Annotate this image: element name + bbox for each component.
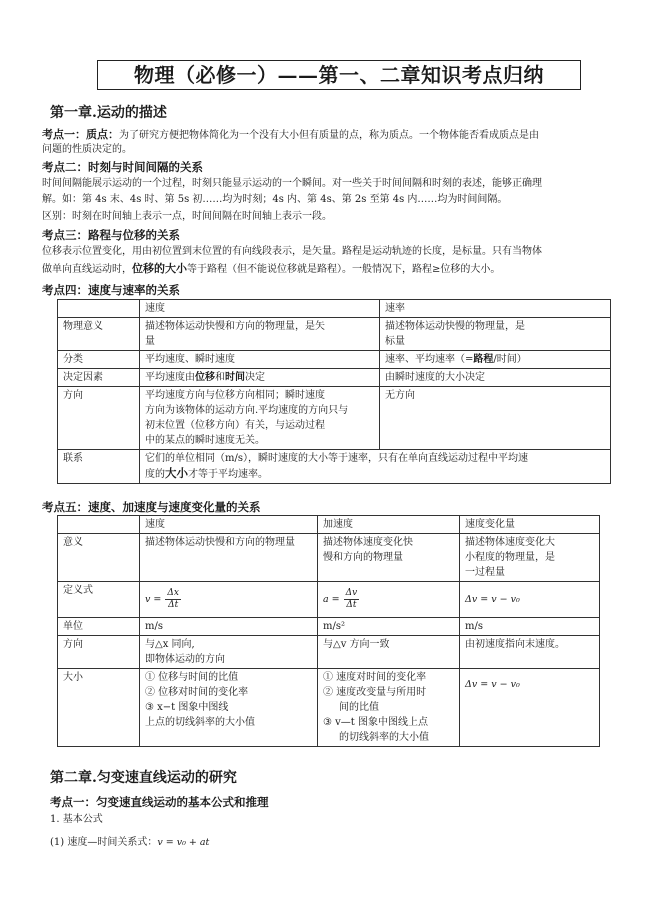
table-row [58,300,611,318]
cell-line: 间的比值 [339,702,379,713]
row-label: 方向 [58,636,140,669]
table-header-acceleration: 加速度 [318,516,460,534]
cell-bold-text: 大小 [165,466,188,480]
cell-line: 上点的切线斜率的大小值 [145,717,255,728]
velocity-formula-lhs: v = [145,594,162,605]
chapter-2-heading: 第二章.匀变速直线运动的研究 [50,770,237,786]
cell-line: 描述物体速度变化大 [465,537,555,548]
cell-text: 才等于平均速率。 [188,469,268,480]
row-label: 定义式 [58,582,140,618]
table-cell [140,369,380,387]
table-cell: 由瞬时速度的大小决定 [380,369,611,387]
cell-line: ② 位移对时间的变化率 [145,687,249,698]
cell-text: 决定 [245,372,265,383]
table-cell [460,534,600,582]
point-4-heading: 考点四：速度与速率的关系 [42,283,180,297]
cell-line: 即物体运动的方向 [145,654,225,665]
fraction-numerator: Δv [345,588,358,598]
point-5-heading: 考点五：速度、加速度与速度变化量的关系 [42,500,261,514]
table-row [58,369,611,387]
relation-formula: v = v₀ + at [157,837,210,848]
basic-formula-item: 1. 基本公式 [50,814,103,825]
table-cell [140,669,318,747]
row-label: 分类 [58,351,140,369]
table-cell [140,636,318,669]
acceleration-formula-lhs: a = [323,594,340,605]
point-1-body-2: 问题的性质决定的。 [42,144,132,155]
velocity-acceleration-table [57,515,600,747]
cell-text: 度的 [145,469,165,480]
row-label: 联系 [58,450,140,484]
cell-bold-text: 时间 [225,372,245,383]
cell-text: 平均速度由 [145,372,195,383]
cell-line: ① 位移与时间的比值 [145,672,239,683]
cell-line: ③ v—t 图象中图线上点 [323,717,428,728]
cell-line: 描述物体运动快慢和方向的物理量，是矢 [145,321,325,332]
table-row [58,582,600,618]
table-row [58,318,611,351]
point-2-line-1: 时间间隔能展示运动的一个过程，时刻只能显示运动的一个瞬间。对一些关于时间间隔和时刻的表述，能够正确理 [42,178,542,189]
table-cell: 无方向 [380,387,611,450]
row-label: 方向 [58,387,140,450]
row-label: 意义 [58,534,140,582]
table-cell: 与△v 方向一致 [318,636,460,669]
cell-bold-text: 位移 [195,372,215,383]
point-1-body-1: 为了研究方便把物体简化为一个没有大小但有质量的点，称为质点。一个物体能否看成质点是由 [119,130,539,141]
point-3-line-2c: 等于路程（但不能说位移就是路程）。一般情况下，路程≥位移的大小。 [187,264,501,275]
table-cell [460,669,600,747]
table-row [58,516,600,534]
table-cell [318,534,460,582]
row-label: 决定因素 [58,369,140,387]
table-row [58,618,600,636]
cell-text: 速率、平均速率（= [385,354,474,365]
table-cell [58,516,140,534]
velocity-time-relation [50,835,209,850]
table-header-velocity: 速度 [140,516,318,534]
cell-line: ③ x−t 图象中图线 [145,702,229,713]
table-row [58,534,600,582]
chapter-1-heading: 第一章.运动的描述 [50,105,167,121]
point-1-heading: 考点一：质点： [42,128,119,141]
cell-line: 方向为该物体的运动方向.平均速度的方向只与 [145,405,349,416]
table-cell: 描述物体运动快慢和方向的物理量 [140,534,318,582]
cell-text: /时间） [493,354,527,365]
fraction-denominator: Δt [168,600,179,610]
velocity-formula-fraction [165,588,181,611]
row-label: 大小 [58,669,140,747]
table-row [58,636,600,669]
cell-line: 平均速度方向与位移方向相同；瞬时速度 [145,390,325,401]
cell-line: 一过程量 [465,567,505,578]
table-row [58,387,611,450]
cell-text: 和 [215,372,225,383]
cell-line: ② 速度改变量与所用时 [323,687,427,698]
table-cell: m/s² [318,618,460,636]
table-cell [140,582,318,618]
point-2-heading: 考点二：时刻与时间间隔的关系 [42,160,203,174]
cell-line: 描述物体运动快慢的物理量，是 [385,321,525,332]
point-3-heading: 考点三：路程与位移的关系 [42,228,180,242]
fraction-numerator: Δx [167,588,179,598]
table-header-velocity-change: 速度变化量 [460,516,600,534]
point-2-line-2: 解。如：第 4s 末、4s 时、第 5s 初……均为时刻；4s 内、第 4s、第 2s 至第 4s 内……均为时间间隔。 [42,194,508,205]
chapter-2-point-1-heading: 考点一：匀变速直线运动的基本公式和推理 [50,795,269,809]
table-cell [140,387,380,450]
row-label: 单位 [58,618,140,636]
table-cell: m/s [460,618,600,636]
page-title: 物理（必修一）——第一、二章知识考点归纳 [97,60,581,90]
cell-line: 中的某点的瞬时速度无关。 [145,435,265,446]
cell-line: 的切线斜率的大小值 [339,732,429,743]
point-1-paragraph [42,127,622,143]
table-cell: m/s [140,618,318,636]
cell-line: 标量 [385,336,405,347]
cell-line [145,466,605,482]
table-cell [318,582,460,618]
table-cell [58,300,140,318]
table-header-speed: 速度 [140,300,380,318]
cell-line: 初末位置（位移方向）有关，与运动过程 [145,420,325,431]
point-3-line-2a: 做单向直线运动时， [42,264,132,275]
point-3-line-2 [42,261,500,277]
acceleration-formula-fraction [344,588,360,611]
point-2-line-3: 区别：时刻在时间轴上表示一点，时间间隔在时间轴上表示一段。 [42,211,332,222]
table-row [58,669,600,747]
table-cell [140,450,611,484]
row-label: 物理意义 [58,318,140,351]
table-cell: 由初速度指向末速度。 [460,636,600,669]
table-cell [140,318,380,351]
point-3-line-1: 位移表示位置变化，用由初位置到末位置的有向线段表示，是矢量。路程是运动轨迹的长度，是标量。只有当物体 [42,246,542,257]
cell-line: 小程度的物理量，是 [465,552,555,563]
table-cell [380,318,611,351]
velocity-change-formula: Δv = v − v₀ [465,594,520,605]
table-cell: 平均速度、瞬时速度 [140,351,380,369]
fraction-denominator: Δt [346,600,357,610]
cell-line: 与△x 同向, [145,639,195,650]
table-row [58,450,611,484]
table-cell [380,351,611,369]
table-row [58,351,611,369]
cell-line: 描述物体速度变化快 [323,537,413,548]
relation-label: (1) 速度—时间关系式： [50,837,158,848]
table-cell [460,582,600,618]
speed-rate-table [57,299,611,484]
point-3-displacement-emphasis: 位移的大小 [132,262,187,275]
cell-line: 它们的单位相同（m/s），瞬时速度的大小等于速率，只有在单向直线运动过程中平均速 [145,453,528,464]
cell-bold-text: 路程 [473,354,494,365]
velocity-change-formula: Δv = v − v₀ [465,679,520,690]
cell-line: 量 [145,336,155,347]
table-header-rate: 速率 [380,300,611,318]
cell-line: 慢和方向的物理量 [323,552,403,563]
table-cell [318,669,460,747]
cell-line: ① 速度对时间的变化率 [323,672,427,683]
